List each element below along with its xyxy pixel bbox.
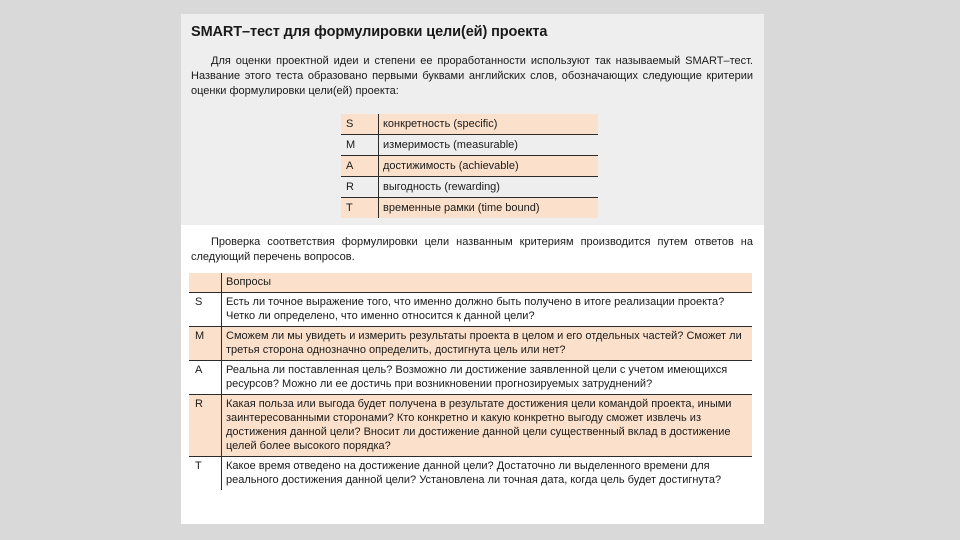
question-text: Какое время отведено на достижение данной цели? Достаточно ли выделенного времени для реального достижения данной цели? Установлена ли точная дата, когда цель будет достигнута?	[226, 460, 722, 486]
questions-header-row	[189, 273, 752, 293]
criteria-row	[341, 198, 598, 219]
criteria-text: конкретность (specific)	[379, 114, 599, 135]
question-letter: A	[189, 361, 222, 395]
question-text: Какая польза или выгода будет получена в результате достижения цели командой проекта, иными заинтересованными сторонами? Кто конкретно и какую конкретно выгоду сможет извлечь из достижения данной цели? Вносит ли достижение данной цели существенный вклад в достижение целей более высокого порядка?	[222, 395, 753, 457]
questions-header: Вопросы	[222, 273, 753, 293]
questions-table	[189, 273, 752, 490]
question-text: Реальна ли поставленная цель? Возможно ли достижение заявленной цели с учетом имеющихся ресурсов? Можно ли ее достичь при возникновении прогнозируемых затруднений?	[222, 361, 753, 395]
criteria-row	[341, 156, 598, 177]
smart-criteria-table	[341, 114, 598, 218]
criteria-letter: R	[341, 177, 379, 198]
criteria-letter: M	[341, 135, 379, 156]
criteria-text: временные рамки (time bound)	[379, 198, 599, 219]
intro-paragraph: Для оценки проектной идеи и степени ее проработанности используют так называемый SMART–тест. Название этого теста образовано первыми буквами английских слов, обозначающих следующие критерии оценки формулировки цели(ей) проекта:	[191, 55, 753, 97]
header-letter-cell	[189, 273, 222, 293]
question-row	[189, 395, 752, 457]
question-text: Сможем ли мы увидеть и измерить результаты проекта в целом и его отдельных частей? Сможет ли третья сторона однозначно определить, достигнута цель или нет?	[222, 327, 753, 361]
question-row	[189, 293, 752, 327]
question-letter: S	[189, 293, 222, 327]
question-text: Есть ли точное выражение того, что именно должно быть получено в итоге реализации проекта? Четко ли определено, что именно относится к данной цели?	[222, 293, 753, 327]
criteria-text: достижимость (achievable)	[379, 156, 599, 177]
questions-intro-paragraph: Проверка соответствия формулировки цели названным критериям производится путем ответов на следующий перечень вопросов.	[191, 236, 753, 263]
criteria-text: выгодность (rewarding)	[379, 177, 599, 198]
criteria-letter: A	[341, 156, 379, 177]
criteria-letter: T	[341, 198, 379, 219]
document-page	[181, 14, 764, 524]
criteria-row	[341, 135, 598, 156]
question-letter: M	[189, 327, 222, 361]
page-title: SMART–тест для формулировки цели(ей) проекта	[191, 24, 548, 40]
criteria-text: измеримость (measurable)	[379, 135, 599, 156]
criteria-row	[341, 114, 598, 135]
question-letter: T	[189, 457, 222, 491]
question-row	[189, 361, 752, 395]
question-row	[189, 327, 752, 361]
criteria-row	[341, 177, 598, 198]
question-letter: R	[189, 395, 222, 457]
question-row	[189, 457, 752, 491]
criteria-letter: S	[341, 114, 379, 135]
